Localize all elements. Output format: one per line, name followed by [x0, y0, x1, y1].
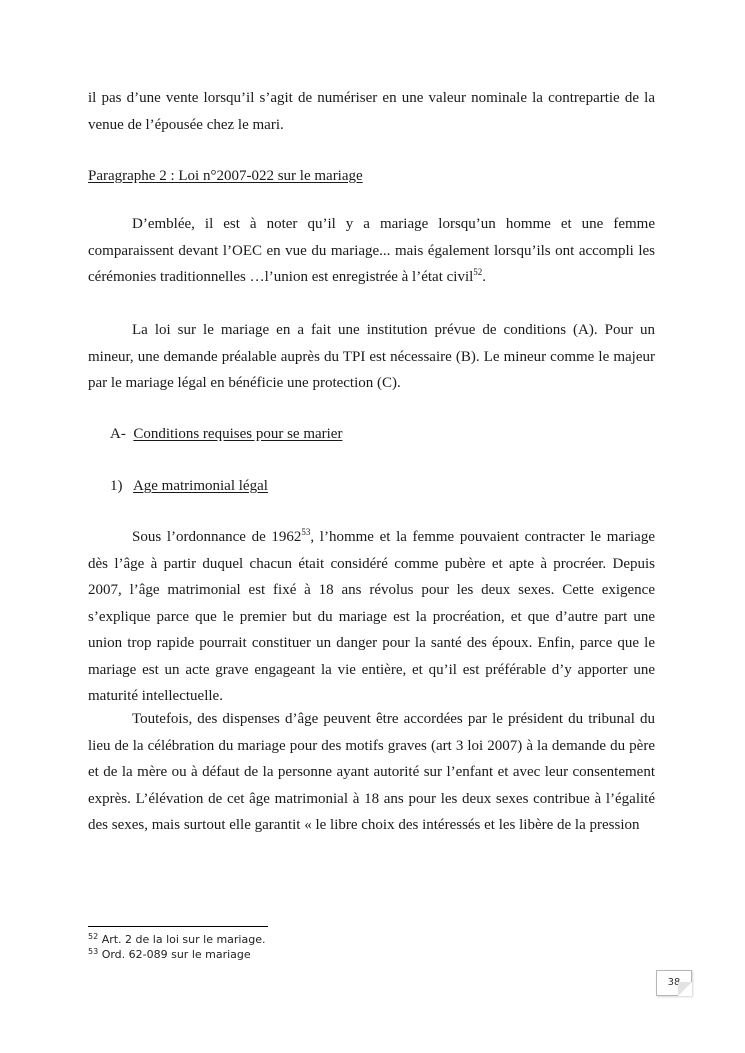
page-number: 38 — [667, 977, 681, 988]
paragraph-continuation: il pas d’une vente lorsqu’il s’agit de numériser en une valeur nominale la contrepartie de la venue de l’épousée chez le mari. — [88, 90, 655, 133]
paragraph-dispenses: Toutefois, des dispenses d’âge peuvent être accordées par le président du tribunal du lieu de la célébration du mariage pour des motifs graves (art 3 loi 2007) à la demande du père et de la mère ou à défaut de la personne ayant autorité sur l’enfant et avec leur consentement exprès. L’élévation de cet âge matrimonial à 18 ans pour les deux sexes contribue à l’égalité des sexes, mais surtout elle garantit « le libre choix des intéressés et les libère de la pression — [88, 711, 655, 833]
footnote-52-text: Art. 2 de la loi sur le mariage. — [101, 933, 266, 946]
footnote-ref-52: 52 — [473, 267, 483, 277]
subheading-1-marker: 1) — [110, 478, 123, 494]
paragraph-age-after: , l’homme et la femme pouvaient contracter le mariage dès l’âge à partir duquel chacun était considéré comme pubère et apte à procréer. Depuis 2007, l’âge matrimonial est fixé à 18 ans révolus pour les deux sexes. Cette exigence s’explique parce que le premier but du mariage est la procréation, et que d’autre part une union trop rapide pourrait constituer un danger pour la santé des époux. Enfin, parce que le mariage est un acte grave engageant la vie entière, et qu’il est préférable d’y apporter une maturité intellectuelle. — [88, 529, 656, 704]
paragraph-definition-end: . — [482, 269, 487, 285]
subheading-a-marker: A- — [110, 426, 126, 442]
footnote-52 — [88, 933, 265, 947]
subheading-a-title: Conditions requises pour se marier — [133, 426, 343, 442]
footnote-53 — [88, 948, 251, 962]
page-fold-icon — [678, 982, 692, 996]
subheading-1 — [110, 476, 268, 496]
footnote-ref-53: 53 — [301, 527, 311, 537]
subheading-1-title: Age matrimonial légal — [132, 478, 268, 494]
footnote-separator — [88, 926, 268, 927]
paragraph-definition — [88, 211, 655, 291]
page-number-box — [656, 970, 692, 996]
subheading-a — [110, 424, 342, 444]
paragraph-overview: La loi sur le mariage en a fait une institution prévue de conditions (A). Pour un mineur, une demande préalable auprès du TPI est nécessaire (B). Le mineur comme le majeur par le mariage légal en bénéficie une protection (C). — [88, 322, 655, 391]
paragraph-definition-text: D’emblée, il est à noter qu’il y a mariage lorsqu’un homme et une femme comparaissent devant l’OEC en vue du mariage... mais également lorsqu’ils ont accompli les cérémonies traditionnelles …l’union est enregistrée à l’état civil — [88, 216, 655, 285]
section-heading: Paragraphe 2 : Loi n°2007-022 sur le mariage — [88, 168, 363, 184]
footnote-53-text: Ord. 62-089 sur le mariage — [101, 948, 251, 961]
paragraph-age-before: Sous l’ordonnance de 1962 — [132, 529, 302, 545]
footnote-53-number: 53 — [88, 947, 99, 956]
paragraph-age — [88, 524, 655, 710]
footnote-52-number: 52 — [88, 932, 99, 941]
